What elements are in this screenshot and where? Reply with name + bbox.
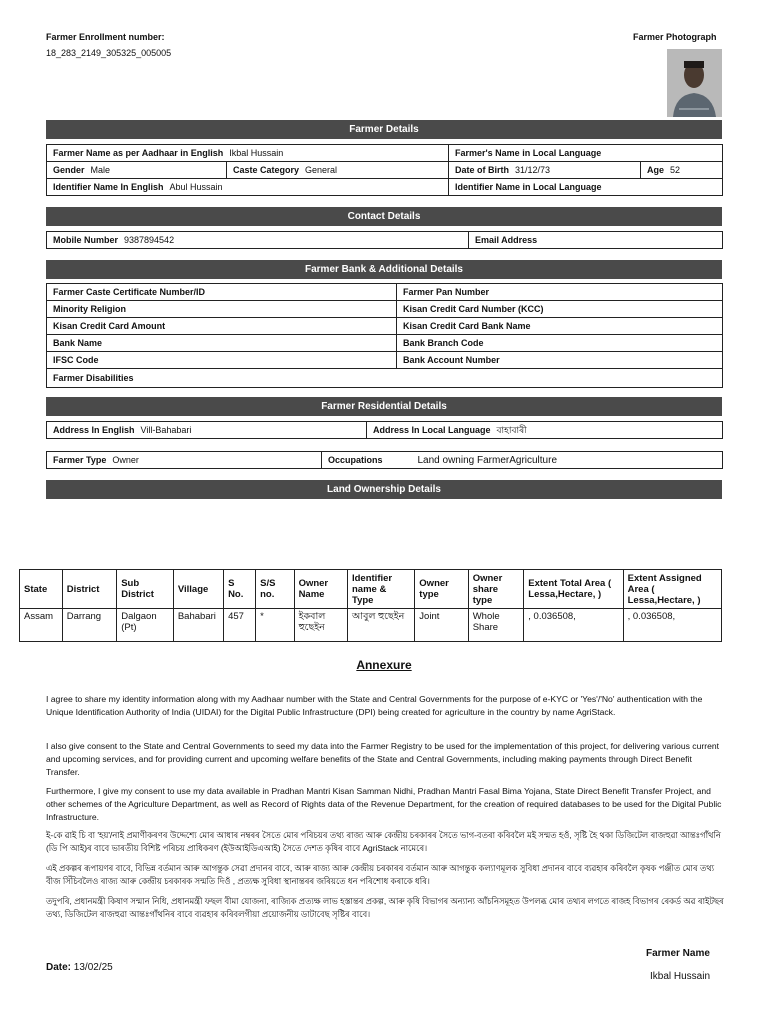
annexure-title: Annexure	[356, 658, 412, 672]
occupation-value-cell: Land owning FarmerAgriculture	[412, 452, 723, 469]
bank-table	[46, 283, 723, 388]
account-cell: Bank Account Number	[397, 352, 723, 369]
kcc-number-cell: Kisan Credit Card Number (KCC)	[397, 301, 723, 318]
minority-cell: Minority Religion	[47, 301, 397, 318]
cell-district: Darrang	[62, 609, 116, 642]
identifier-local-cell: Identifier Name in Local Language	[449, 179, 723, 196]
occupation-label-cell: Occupations	[322, 452, 412, 469]
cell-owner-name: ইকবাল হুছেইন	[294, 609, 347, 642]
identifier-cell: Identifier Name In English Abul Hussain	[47, 179, 449, 196]
farmer-name-signature: Ikbal Hussain	[650, 971, 711, 982]
caste-cell: Caste Category General	[227, 162, 449, 179]
farmer-photo	[667, 49, 722, 117]
date-label: Date:	[46, 962, 72, 973]
col-village: Village	[173, 570, 223, 609]
cell-assigned-area: , 0.036508,	[623, 609, 721, 642]
gender-cell: Gender Male	[47, 162, 227, 179]
ifsc-cell: IFSC Code	[47, 352, 397, 369]
annexure-paragraph-6: তদুপৰি, প্ৰধানমন্ত্ৰী কিষাণ সন্মান নিধি, প্ৰধানমন্ত্ৰী ফছল বীমা যোজনা, ৰাজ্যিক প্ৰত্যক্ষ লাভ হস্তান্তৰ প্ৰকল্প, আৰু কৃষি বিভাগৰ অন্যান্য আঁচনিসমূহত উপলব্ধ মোৰ তথ্যৰ লগতে ৰাজহ বিভাগৰ ৰেকৰ্ড অৱ ৰাইটছৰ তথ্য, ডিজিটেল ৰাজহুৱা আন্তঃগাঁথনিৰ বাবে ব্যৱহাৰ কৰিবলগীয়া প্ৰয়োজনীয় ডাটাবেছ সৃষ্টিৰ বাবে।	[46, 896, 724, 919]
local-name-cell: Farmer's Name in Local Language	[449, 145, 723, 162]
section-residential-details: Farmer Residential Details	[46, 397, 722, 416]
section-bank-details: Farmer Bank & Additional Details	[46, 260, 722, 279]
kcc-bank-cell: Kisan Credit Card Bank Name	[397, 318, 723, 335]
cell-identifier: আবুল হুছেইন	[347, 609, 414, 642]
age-cell: Age 52	[641, 162, 723, 179]
col-total-area: Extent Total Area ( Lessa,Hectare, )	[524, 570, 623, 609]
contact-table	[46, 231, 723, 249]
farmer-details-table	[46, 144, 723, 196]
date-line	[46, 962, 113, 973]
col-share-type: Owner share type	[468, 570, 524, 609]
person-silhouette-icon	[667, 49, 722, 117]
col-owner-name: Owner Name	[294, 570, 347, 609]
col-ss-no: S/S no.	[256, 570, 294, 609]
dob-cell: Date of Birth 31/12/73	[449, 162, 641, 179]
kcc-amount-cell: Kisan Credit Card Amount	[47, 318, 397, 335]
enrollment-number: 18_283_2149_305325_005005	[46, 48, 172, 58]
col-state: State	[20, 570, 63, 609]
cell-share-type: Whole Share	[468, 609, 524, 642]
address-table	[46, 421, 723, 439]
annexure-paragraph-4: ই-কে ৱাই চি বা 'হয়'/নাই প্ৰমাণীকৰণৰ উদ্দেশ্যে মোৰ আধাৰ নম্বৰৰ সৈতে মোৰ পৰিচয়ৰ তথ্য ৰাজ্য আৰু কেন্দ্ৰীয় চৰকাৰৰ সৈতে ভাগ-বতৰা কৰিবলৈ মই সন্মত হওঁ, সৃষ্টি হৈ থকা ডিজিটেল ৰাজহুৱা আন্তঃগাঁথনি (ডি পি আই)ৰ বাবে ভাৰতীয় বিশিষ্ট পৰিচয় প্ৰাধিকৰণ (ইউআইডিএআই) সৈতে দেশত কৃষিৰ বাবে AgriStack নামেৰে।	[46, 830, 721, 853]
col-assigned-area: Extent Assigned Area ( Lessa,Hectare, )	[623, 570, 721, 609]
address-en-cell: Address In English Vill-Bahabari	[47, 422, 367, 439]
col-owner-type: Owner type	[415, 570, 468, 609]
annexure-paragraph-3: Furthermore, I give my consent to use my data available in Pradhan Mantri Kisan Samman Nidhi, Pradhan Mantri Fasal Bima Yojana, State Direct Benefit Transfer Project, and other schemes of the Agriculture Department, as well as Record of Rights data of the Revenue Department, for the creation of required databases to be used for the Digital Public Infrastructure.	[46, 786, 722, 822]
farmer-name-label: Farmer Name	[646, 948, 710, 959]
bank-name-cell: Bank Name	[47, 335, 397, 352]
cell-ss-no: *	[256, 609, 294, 642]
land-table	[19, 569, 722, 642]
address-local-cell: Address In Local Language বাহাবাৰী	[367, 422, 723, 439]
farmer-type-cell: Farmer Type Owner	[47, 452, 322, 469]
annexure-paragraph-1: I agree to share my identity information along with my Aadhaar number with the State and Central Governments for the purpose of e-KYC or 'Yes'/'No' authentication with the Unique Identification Authority of India (UIDAI) for the Digital Public Infrastructure (DPI) being created for agriculture in the country by name AgriStack.	[46, 694, 703, 717]
cell-s-no: 457	[224, 609, 256, 642]
col-district: District	[62, 570, 116, 609]
mobile-cell: Mobile Number 9387894542	[47, 232, 469, 249]
table-row	[20, 609, 722, 642]
section-contact-details: Contact Details	[46, 207, 722, 226]
section-land-details: Land Ownership Details	[46, 480, 722, 499]
col-s-no: S No.	[224, 570, 256, 609]
cell-village: Bahabari	[173, 609, 223, 642]
annexure-paragraph-2: I also give consent to the State and Central Governments to seed my data into the Farmer Registry to be used for the implementation of this project, for delivering various current and upcoming services, and for providing current and upcoming welfare benefits of the State and Central Governments, including making payments through Direct Benefit Transfer.	[46, 741, 720, 777]
farmer-name-value: Ikbal Hussain	[229, 148, 284, 158]
enrollment-label: Farmer Enrollment number:	[46, 32, 165, 42]
section-farmer-details: Farmer Details	[46, 120, 722, 139]
pan-cell: Farmer Pan Number	[397, 284, 723, 301]
cell-total-area: , 0.036508,	[524, 609, 623, 642]
date-value: 13/02/25	[73, 962, 113, 973]
cell-owner-type: Joint	[415, 609, 468, 642]
annexure-paragraph-5: এই প্ৰকল্পৰ ৰূপায়ণৰ বাবে, বিভিন্ন বৰ্তমান আৰু আগন্তুক সেৱা প্ৰদানৰ বাবে, আৰু ৰাজ্য আৰু কেন্দ্ৰীয় চৰকাৰৰ বৰ্তমান আৰু আগন্তুক কল্যাণমূলক সুবিধা প্ৰদানৰ বাবে ব্যৱহাৰ কৰিবলৈ কৃষক পঞ্জীত মোৰ তথ্য বীজ সিঁচিবলৈও ৰাজ্য আৰু কেন্দ্ৰীয় চৰকাৰক সন্মতি দিওঁ , প্ৰত্যক্ষ সুবিধা স্থানান্তৰৰ জৰিয়তে ধন পৰিশোধ কৰাকে ধৰি।	[46, 863, 715, 886]
occupation-table	[46, 451, 723, 469]
photo-label: Farmer Photograph	[633, 32, 717, 42]
col-identifier: Identifier name & Type	[347, 570, 414, 609]
land-header-row	[20, 570, 722, 609]
cell-state: Assam	[20, 609, 63, 642]
disabilities-cell: Farmer Disabilities	[47, 369, 723, 388]
branch-code-cell: Bank Branch Code	[397, 335, 723, 352]
cell-sub-district: Dalgaon (Pt)	[117, 609, 174, 642]
farmer-name-cell: Farmer Name as per Aadhaar in English Ikbal Hussain	[47, 145, 449, 162]
col-sub-district: Sub District	[117, 570, 174, 609]
email-cell: Email Address	[469, 232, 723, 249]
caste-cert-cell: Farmer Caste Certificate Number/ID	[47, 284, 397, 301]
